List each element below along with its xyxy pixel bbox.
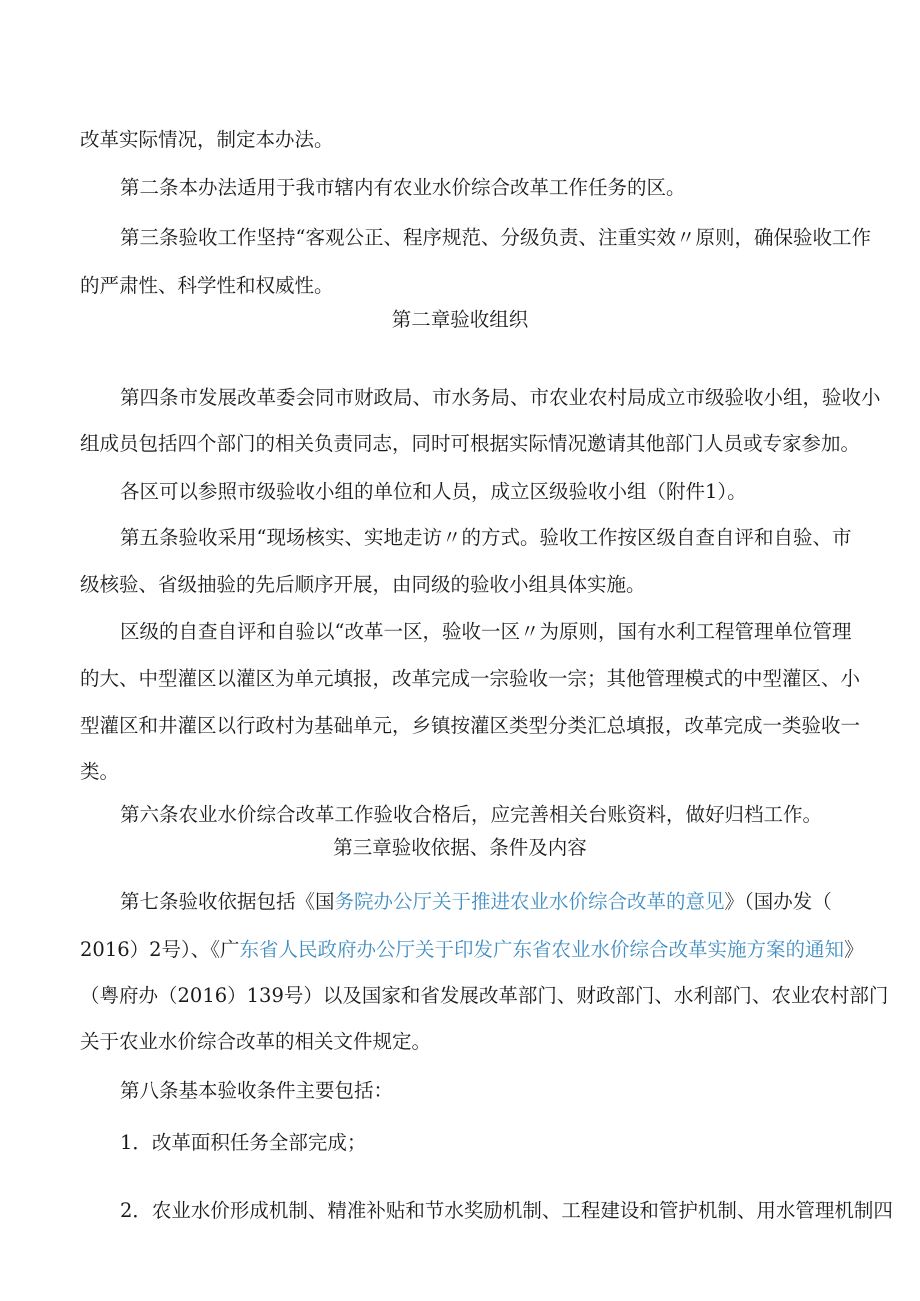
list-item: 2．农业水价形成机制、精准补贴和节水奖励机制、工程建设和管护机制、用水管理机制四 xyxy=(120,1199,893,1222)
text-line: 第五条验收采用“现场核实、实地走访〃的方式。验收工作按区级自查自评和自验、市 xyxy=(120,526,852,549)
text-line: 第八条基本验收条件主要包括： xyxy=(120,1079,394,1102)
text-line: 的大、中型灌区以灌区为单元填报，改革完成一宗验收一宗；其他管理模式的中型灌区、小 xyxy=(80,667,861,690)
text-line: 第二条本办法适用于我市辖内有农业水价综合改革工作任务的区。 xyxy=(120,176,686,199)
text-line: 型灌区和井灌区以行政村为基础单元，乡镇按灌区类型分类汇总填报，改革完成一类验收一 xyxy=(80,714,861,737)
text-line: 的严肃性、科学性和权威性。 xyxy=(80,274,334,297)
text-line xyxy=(120,890,832,914)
text-line: 第四条市发展改革委会同市财政局、市水务局、市农业农村局成立市级验收小组，验收小 xyxy=(120,386,881,409)
text-line: 类。 xyxy=(80,760,120,783)
document-link-guangdong[interactable]: 东省人民政府办公厅关于印发广东省农业水价综合改革实施方案的通知 xyxy=(239,938,845,961)
text-segment: 》（国办发（ xyxy=(724,890,832,913)
text-line: 级核验、省级抽验的先后顺序开展，由同级的验收小组具体实施。 xyxy=(80,573,646,596)
text-line: 各区可以参照市级验收小组的单位和人员，成立区级验收小组（附件1）。 xyxy=(120,480,747,503)
chapter-heading: 第三章验收依据、条件及内容 xyxy=(333,836,587,859)
text-segment: 第七条验收依据包括《国 xyxy=(120,890,335,913)
text-segment: 2016）2号）、《广 xyxy=(80,938,240,961)
text-line: 第六条农业水价综合改革工作验收合格后，应完善相关台账资料，做好归档工作。 xyxy=(120,803,823,826)
text-line: 区级的自查自评和自验以“改革一区，验收一区〃为原则，国有水利工程管理单位管理 xyxy=(120,620,852,643)
text-segment: 》 xyxy=(844,938,864,961)
list-item: 1．改革面积任务全部完成； xyxy=(120,1131,367,1154)
text-line: 关于农业水价综合改革的相关文件规定。 xyxy=(80,1030,432,1053)
text-line xyxy=(80,938,864,962)
text-line: 第三条验收工作坚持“客观公正、程序规范、分级负责、注重实效〃原则，确保验收工作 xyxy=(120,226,871,249)
text-line: 改革实际情况，制定本办法。 xyxy=(80,128,334,151)
chapter-heading: 第二章验收组织 xyxy=(391,308,529,331)
text-line: （粤府办（2016）139号）以及国家和省发展改革部门、财政部门、水利部门、农业农村部门 xyxy=(80,984,889,1007)
text-line: 组成员包括四个部门的相关负责同志，同时可根据实际情况邀请其他部门人员或专家参加。 xyxy=(80,432,861,455)
document-link-guowuyuan[interactable]: 务院办公厅关于推进农业水价综合改革的意见 xyxy=(334,890,725,913)
